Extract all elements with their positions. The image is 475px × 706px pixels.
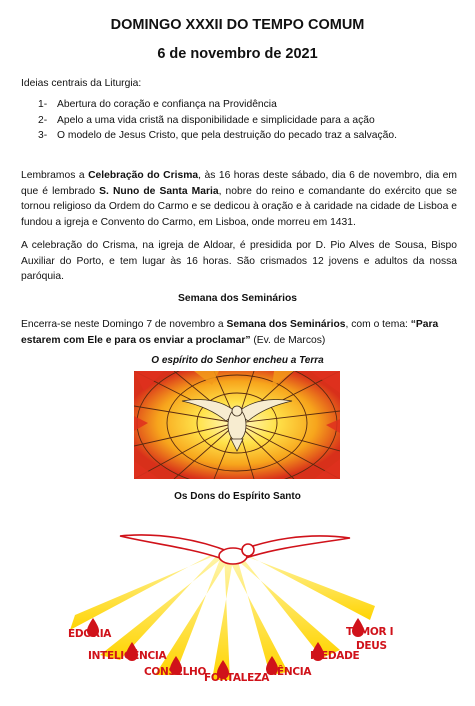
gift-label-conselho: CONSELHO <box>144 666 207 678</box>
gifts-of-spirit-image <box>60 510 410 700</box>
gift-label-piedade: PIEDADE <box>310 650 360 662</box>
stained-glass-dove-image <box>134 371 340 479</box>
list-item <box>38 113 458 129</box>
gift-label-sabedoria: EDORIA <box>68 628 112 640</box>
list-number: 1- <box>38 99 48 110</box>
saint-name: S. Nuno de Santa Maria <box>99 185 219 197</box>
gift-label-inteligencia: INTELIGÊNCIA <box>88 650 167 662</box>
text-run: , nobre do reino e comandante do exército que se tornou religioso da Ordem do Carmo e se dedicou à oração e à caridade na cidade de Lisboa e fundou a igreja e Convento do Carmo, em Lisboa, onde morreu em 1431. <box>21 185 457 228</box>
text-run: (Ev. de Marcos) <box>250 334 326 346</box>
seminarios-paragraph <box>21 317 457 348</box>
seminarios-theme: “Para estarem com Ele e para os enviar a proclamar” <box>21 319 439 346</box>
list-number: 3- <box>38 130 48 142</box>
gift-label-fortaleza: FORTALEZA <box>204 672 270 684</box>
gift-label-temor: TEMOR I <box>346 626 394 638</box>
list-item <box>38 97 458 113</box>
text-run: Lembramos a <box>21 170 89 181</box>
crisma-emphasis: Celebração do Crisma <box>88 170 199 181</box>
list-text: O modelo de Jesus Cristo, que pela destruição do pecado traz a salvação. <box>57 130 397 142</box>
text-run: Encerra-se neste Domingo 7 de novembro a <box>21 319 227 330</box>
page-date: 6 de novembro de 2021 <box>157 46 318 62</box>
list-text: Abertura do coração e confiança na Providência <box>57 99 277 110</box>
image-caption: Os Dons do Espírito Santo <box>174 491 301 502</box>
crisma-details-paragraph: A celebração do Crisma, na igreja de Aldoar, é presidida por D. Pio Alves de Sousa, Bispo Auxiliar do Porto, e tem lugar às 16 horas. São crismados 12 jovens e adultos da nossa paróquia. <box>21 240 457 283</box>
crisma-paragraph <box>21 168 457 230</box>
page-title: DOMINGO XXXII DO TEMPO COMUM <box>110 17 365 33</box>
list-number: 2- <box>38 114 48 126</box>
seminarios-emphasis: Semana dos Seminários <box>226 319 346 330</box>
list-item <box>38 128 458 144</box>
text-run: , com o tema: <box>345 319 411 330</box>
seminarios-heading: Semana dos Seminários <box>177 293 298 304</box>
ideas-label: Ideias centrais da Liturgia: <box>21 78 142 89</box>
list-text: Apelo a uma vida cristã na disponibilidade e simplicidade para a ação <box>57 114 375 126</box>
image-caption: O espírito do Senhor encheu a Terra <box>151 355 324 366</box>
ideas-list <box>38 97 458 144</box>
gift-label-deus: DEUS <box>356 640 387 652</box>
gift-label-ciencia: CIÊNCIA <box>266 666 312 678</box>
text-run: , às 16 horas deste sábado, dia 6 de novembro, dia em que é lembrado <box>21 170 457 197</box>
